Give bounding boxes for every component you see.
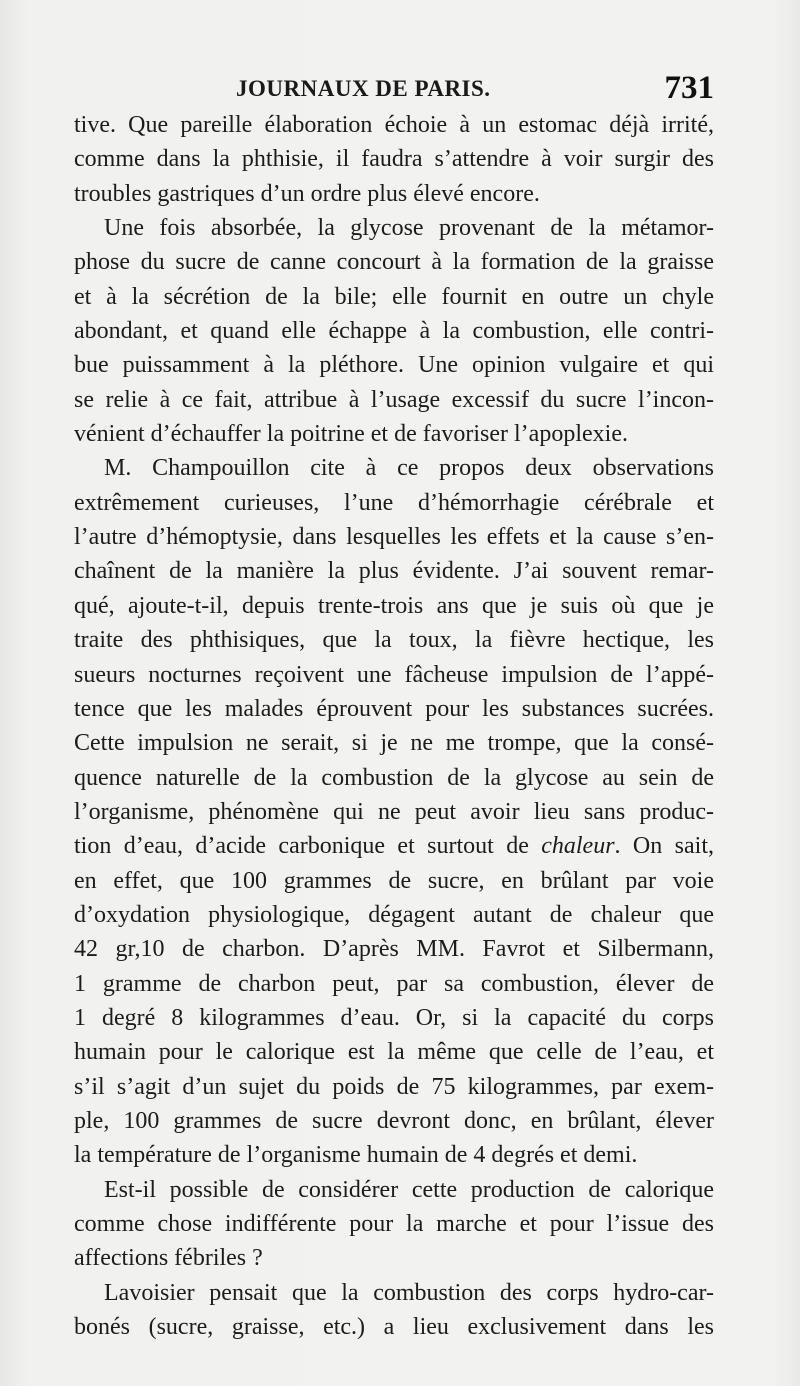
page-header xyxy=(74,70,714,110)
text-line-content: d’oxydation physiologique, dégagent autant de chaleur que xyxy=(74,901,714,928)
text-line-content: tive. Que pareille élaboration échoie à un estomac déjà irrité, xyxy=(74,112,714,138)
text-line xyxy=(74,280,714,314)
text-line-content: l’organisme, phénomène qui ne peut avoir lieu sans produc- xyxy=(74,798,714,825)
text-line-content: se relie à ce fait, attribue à l’usage excessif du sucre l’incon- xyxy=(74,386,714,413)
text-line-content: extrêmement curieuses, l’une d’hémorrhagie cérébrale et xyxy=(74,489,714,516)
text-line-content: 1 degré 8 kilogrammes d’eau. Or, si la capacité du corps xyxy=(74,1004,714,1031)
text-line-content: tence que les malades éprouvent pour les substances sucrées. xyxy=(74,695,714,722)
text-line-content: la température de l’organisme humain de 4 degrés et demi. xyxy=(74,1142,638,1169)
text-line xyxy=(74,142,714,176)
text-line-content: Est-il possible de considérer cette production de calorique xyxy=(104,1176,714,1203)
text-line xyxy=(74,1070,714,1104)
text-line xyxy=(74,1207,714,1241)
text-line-content: chaînent de la manière la plus évidente. J’ai souvent remar- xyxy=(74,558,714,585)
body-text xyxy=(74,108,714,1344)
text-line xyxy=(74,1104,714,1138)
text-line-content: Lavoisier pensait que la combustion des corps hydro-car- xyxy=(104,1279,714,1306)
text-line-content: troubles gastriques d’un ordre plus élevé encore. xyxy=(74,180,540,207)
text-line xyxy=(74,829,714,863)
text-line xyxy=(74,795,714,829)
text-line-content: humain pour le calorique est la même que celle de l’eau, et xyxy=(74,1039,714,1066)
text-line xyxy=(74,658,714,692)
text-line xyxy=(74,932,714,966)
text-line-content: affections fébriles ? xyxy=(74,1245,263,1272)
text-line-content: qué, ajoute-t-il, depuis trente-trois ans que je suis où que je xyxy=(74,592,714,619)
text-line-content: et à la sécrétion de la bile; elle fournit en outre un chyle xyxy=(74,283,714,310)
text-line-content: bonés (sucre, graisse, etc.) a lieu exclusivement dans les xyxy=(74,1314,714,1341)
text-line xyxy=(74,451,714,485)
text-line-content: l’autre d’hémoptysie, dans lesquelles les effets et la cause s’en- xyxy=(74,524,714,551)
text-line xyxy=(74,623,714,657)
text-line xyxy=(74,211,714,245)
text-line-continuation: . On sait, xyxy=(614,833,714,860)
text-line-content: tion d’eau, d’acide carbonique et surtout de xyxy=(74,833,529,860)
text-line xyxy=(74,1173,714,1207)
text-line-content: 42 gr,10 de charbon. D’après MM. Favrot et Silbermann, xyxy=(74,936,714,963)
text-line xyxy=(74,864,714,898)
text-line-content: phose du sucre de canne concourt à la formation de la graisse xyxy=(74,249,714,276)
text-line xyxy=(74,520,714,554)
text-line xyxy=(74,1035,714,1069)
text-line-content: en effet, que 100 grammes de sucre, en brûlant par voie xyxy=(74,867,714,894)
text-line-content: vénient d’échauffer la poitrine et de favoriser l’apoplexie. xyxy=(74,421,628,448)
text-line xyxy=(74,245,714,279)
text-line xyxy=(74,383,714,417)
text-line-content: traite des phthisiques, que la toux, la fièvre hectique, les xyxy=(74,627,714,654)
text-line-content: M. Champouillon cite à ce propos deux observations xyxy=(104,455,714,482)
text-line-content: Cette impulsion ne serait, si je ne me trompe, que la consé- xyxy=(74,730,714,757)
page-number: 731 xyxy=(664,70,714,106)
text-line-content: bue puissamment à la pléthore. Une opinion vulgaire et qui xyxy=(74,352,714,379)
text-line xyxy=(74,417,714,451)
running-title: JOURNAUX DE PARIS. xyxy=(236,76,491,101)
text-line xyxy=(74,1310,714,1344)
text-line xyxy=(74,898,714,932)
text-line-content: comme chose indifférente pour la marche et pour l’issue des xyxy=(74,1211,714,1237)
text-line xyxy=(74,177,714,211)
text-line xyxy=(74,554,714,588)
text-line-content: quence naturelle de la combustion de la glycose au sein de xyxy=(74,764,714,791)
text-line xyxy=(74,486,714,520)
text-line xyxy=(74,726,714,760)
text-line xyxy=(74,314,714,348)
text-line xyxy=(74,967,714,1001)
text-line xyxy=(74,108,714,142)
text-line-content: s’il s’agit d’un sujet du poids de 75 kilogrammes, par exem- xyxy=(74,1073,714,1100)
text-line xyxy=(74,589,714,623)
text-line-content: ple, 100 grammes de sucre devront donc, en brûlant, élever xyxy=(74,1107,714,1134)
text-line-content: 1 gramme de charbon peut, par sa combustion, élever de xyxy=(74,970,714,997)
text-line-content: abondant, et quand elle échappe à la combustion, elle contri- xyxy=(74,318,714,345)
text-line-content: sueurs nocturnes reçoivent une fâcheuse impulsion de l’appé- xyxy=(74,661,714,688)
text-line-content: Une fois absorbée, la glycose provenant de la métamor- xyxy=(104,215,714,242)
text-line xyxy=(74,1241,714,1275)
text-line xyxy=(74,692,714,726)
text-line xyxy=(74,1001,714,1035)
text-line xyxy=(74,348,714,382)
text-line-content: comme dans la phthisie, il faudra s’attendre à voir surgir des xyxy=(74,146,714,173)
text-line xyxy=(74,761,714,795)
text-line xyxy=(74,1276,714,1310)
text-line xyxy=(74,1138,714,1172)
italic-word: chaleur xyxy=(541,833,615,860)
